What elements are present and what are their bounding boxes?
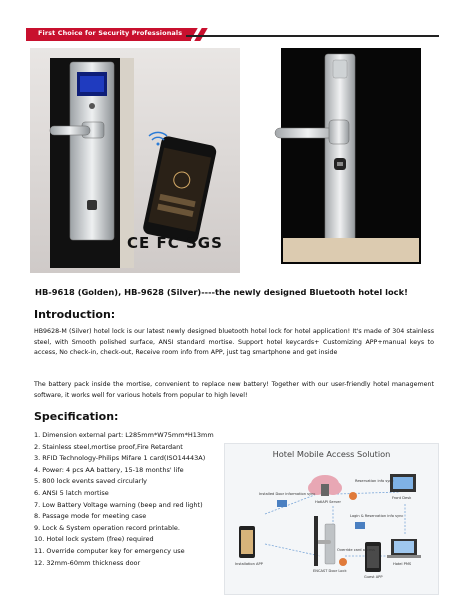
list-item: 9. Lock & System operation record printable. <box>34 523 180 532</box>
label-hotel-pms: Hotel PMS <box>393 562 412 566</box>
header-banner <box>26 20 439 42</box>
list-item: 1. Dimension external part: L285mm*W75mm*H13mm <box>34 431 214 439</box>
list-item: 12. 32mm-60mm thickness door <box>34 558 141 567</box>
introduction-paragraph-2: The battery pack inside the mortise, convenient to replace new battery! Together with our user-friendly hotel management software, it works well for various hotels from popular to high level! <box>34 381 434 399</box>
label-guest-app: Guest APP <box>364 575 383 579</box>
list-item: 4. Power: 4 pcs AA battery, 15-18 months' life <box>34 465 184 474</box>
specification-title: Specification: <box>34 410 119 423</box>
label-override: Override card access <box>337 548 375 552</box>
specification-list <box>34 430 214 569</box>
label-installation-app: Installation APP <box>235 562 263 566</box>
product-photo-lock-side <box>263 48 439 268</box>
label-login-sync: Login & Reservation info sync <box>350 514 404 518</box>
list-item: 8. Passage mode for meeting case <box>34 512 147 521</box>
introduction-paragraph-1: HB9628-M (Silver) hotel lock is our latest newly designed bluetooth hotel lock for hotel application! It's made of 304 stainless steel, with Smooth polished surface, ANSI standard mortise. Support hotel keycards+ Customizing APP+manual keys to access, No check-in, check-out, Receive room info from APP, just tag smartphone and get inside <box>34 328 434 356</box>
hotel-mobile-access-diagram <box>224 443 439 595</box>
label-server: HotlAPI Server <box>315 500 341 504</box>
list-item: 7. Low Battery Voltage warning (beep and red light) <box>34 500 203 509</box>
list-item: 10. Hotel lock system (free) required <box>34 535 154 544</box>
product-heading: HB-9618 (Golden), HB-9628 (Silver)----the newly designed Bluetooth hotel lock! <box>35 287 408 297</box>
label-info-sync: Installed Door information sync <box>259 492 316 496</box>
list-item: 3. RFID Technology-Philips Mifare 1 card(ISO14443A) <box>34 454 206 463</box>
list-item: 5. 800 lock events saved circularly <box>34 477 148 486</box>
certification-marks: CE FC SGS <box>127 234 223 252</box>
banner-line <box>186 35 439 37</box>
label-reservation: Reservation info sync <box>355 479 394 483</box>
label-front-desk: Front Desk <box>392 496 412 500</box>
list-item: 11. Override computer key for emergency use <box>34 546 185 555</box>
diagram-title: Hotel Mobile Access Solution <box>272 449 391 459</box>
list-item: 6. ANSI 5 latch mortise <box>34 488 109 497</box>
list-item: 2. Stainless steel,mortise proof,Fire Retardant <box>34 442 183 451</box>
banner-text: First Choice for Security Professionals <box>38 29 183 37</box>
label-door-lock: ENCAST Door Lock <box>313 569 347 573</box>
introduction-title: Introduction: <box>34 308 116 321</box>
